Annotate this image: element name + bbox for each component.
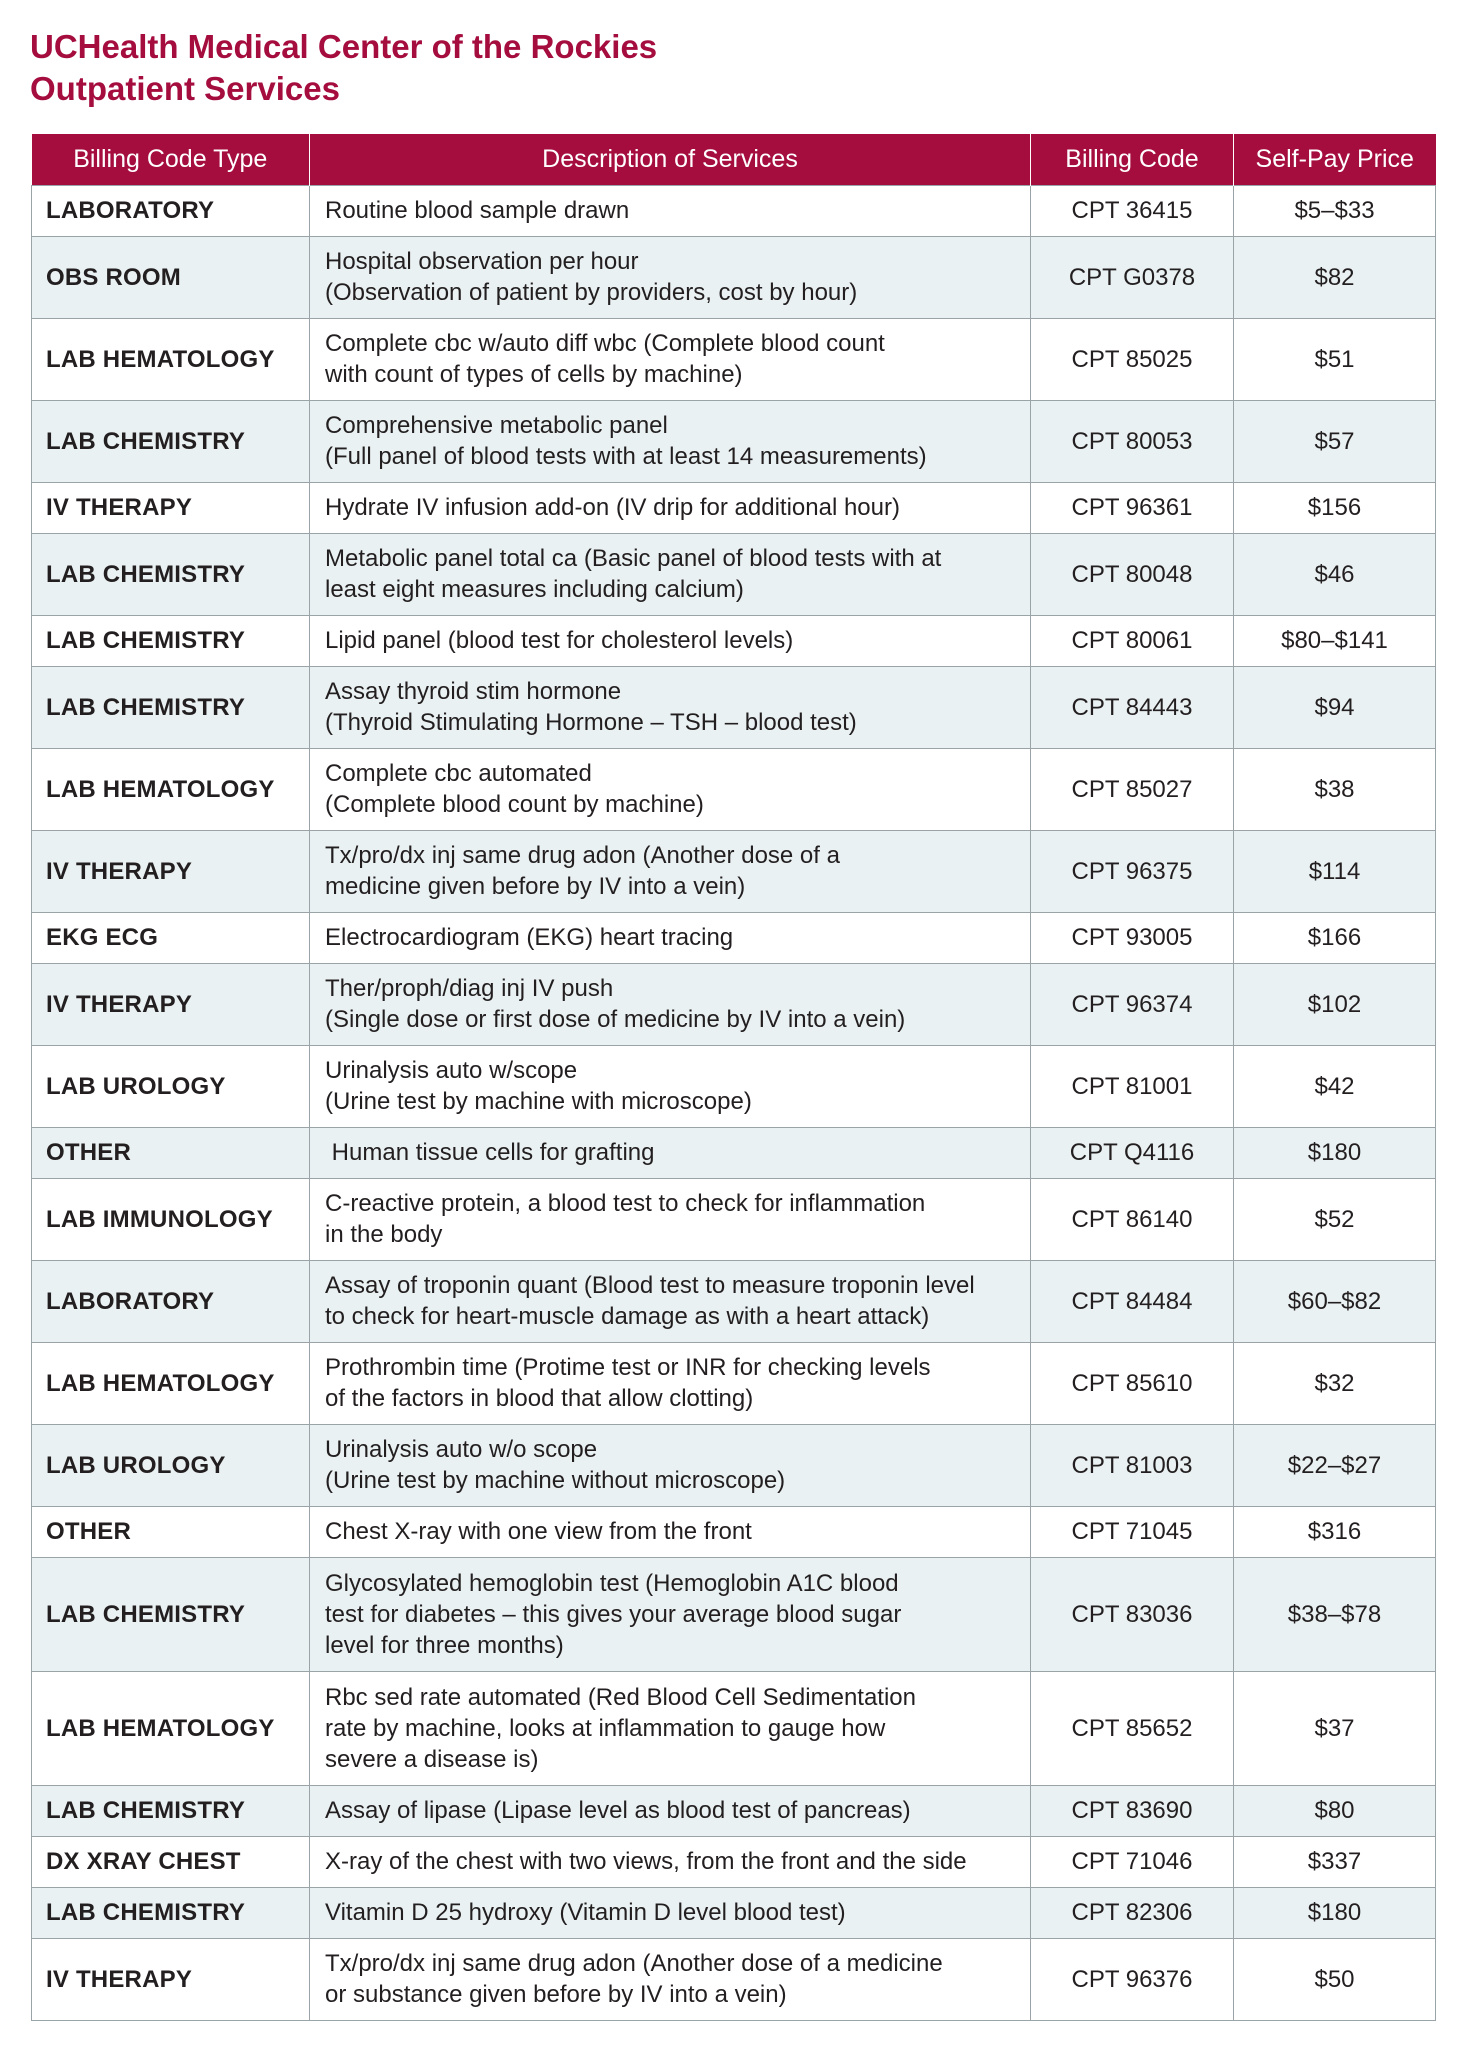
description-line: Hospital observation per hour xyxy=(325,248,639,275)
self-pay-price-cell: $5–$33 xyxy=(1234,185,1436,236)
description-line: Tx/pro/dx inj same drug adon (Another dose of a xyxy=(325,842,840,869)
description-cell xyxy=(310,1785,1031,1836)
column-header-billing-code-type: Billing Code Type xyxy=(32,134,310,185)
description-cell xyxy=(310,1260,1031,1342)
billing-code-cell: CPT 80048 xyxy=(1031,533,1234,615)
billing-code-type-cell: LAB CHEMISTRY xyxy=(32,615,310,666)
table-row xyxy=(32,400,1436,482)
billing-code-cell: CPT 96361 xyxy=(1031,482,1234,533)
description-cell xyxy=(310,1887,1031,1938)
column-header-billing-code: Billing Code xyxy=(1031,134,1234,185)
description-line: X-ray of the chest with two views, from the front and the side xyxy=(325,1848,967,1875)
billing-code-type-cell: IV THERAPY xyxy=(32,1938,310,2020)
description-line: (Thyroid Stimulating Hormone – TSH – blood test) xyxy=(325,709,857,736)
billing-code-type-cell: LAB UROLOGY xyxy=(32,1424,310,1506)
self-pay-price-cell: $94 xyxy=(1234,666,1436,748)
description-line: Tx/pro/dx inj same drug adon (Another dose of a medicine xyxy=(325,1950,943,1977)
self-pay-price-cell: $22–$27 xyxy=(1234,1424,1436,1506)
description-line: (Observation of patient by providers, cost by hour) xyxy=(325,279,858,306)
description-cell xyxy=(310,1342,1031,1424)
description-line: Urinalysis auto w/scope xyxy=(325,1057,578,1084)
description-line: least eight measures including calcium) xyxy=(325,576,744,603)
table-row xyxy=(32,1260,1436,1342)
description-line: in the body xyxy=(325,1221,443,1248)
description-cell xyxy=(310,1557,1031,1671)
description-cell xyxy=(310,615,1031,666)
billing-code-cell: CPT 96374 xyxy=(1031,963,1234,1045)
billing-code-cell: CPT 80061 xyxy=(1031,615,1234,666)
column-header-self-pay-price: Self-Pay Price xyxy=(1234,134,1436,185)
table-row xyxy=(32,318,1436,400)
billing-code-cell: CPT 85027 xyxy=(1031,748,1234,830)
description-cell xyxy=(310,963,1031,1045)
price-table-header xyxy=(32,134,1436,185)
billing-code-type-cell: LAB HEMATOLOGY xyxy=(32,318,310,400)
description-line: Metabolic panel total ca (Basic panel of blood tests with at xyxy=(325,545,942,572)
billing-code-cell: CPT G0378 xyxy=(1031,236,1234,318)
billing-code-cell: CPT 86140 xyxy=(1031,1178,1234,1260)
billing-code-cell: CPT 93005 xyxy=(1031,912,1234,963)
self-pay-price-cell: $316 xyxy=(1234,1506,1436,1557)
table-row xyxy=(32,748,1436,830)
billing-code-cell: CPT Q4116 xyxy=(1031,1127,1234,1178)
description-line: Routine blood sample drawn xyxy=(325,197,630,224)
table-row xyxy=(32,1424,1436,1506)
billing-code-type-cell: LAB CHEMISTRY xyxy=(32,666,310,748)
self-pay-price-cell: $52 xyxy=(1234,1178,1436,1260)
description-cell xyxy=(310,482,1031,533)
table-row xyxy=(32,482,1436,533)
description-line: Urinalysis auto w/o scope xyxy=(325,1436,598,1463)
description-line: Comprehensive metabolic panel xyxy=(325,412,668,439)
description-line: C-reactive protein, a blood test to check for inflammation xyxy=(325,1190,926,1217)
description-line: (Urine test by machine with microscope) xyxy=(325,1088,752,1115)
billing-code-type-cell: LAB UROLOGY xyxy=(32,1045,310,1127)
billing-code-cell: CPT 71045 xyxy=(1031,1506,1234,1557)
billing-code-type-cell: LAB HEMATOLOGY xyxy=(32,1671,310,1785)
description-line: (Urine test by machine without microscope) xyxy=(325,1467,786,1494)
billing-code-cell: CPT 81001 xyxy=(1031,1045,1234,1127)
table-row xyxy=(32,1836,1436,1887)
table-row xyxy=(32,1506,1436,1557)
table-row xyxy=(32,830,1436,912)
self-pay-price-cell: $37 xyxy=(1234,1671,1436,1785)
self-pay-price-cell: $38–$78 xyxy=(1234,1557,1436,1671)
description-line: Complete cbc w/auto diff wbc (Complete blood count xyxy=(325,330,885,357)
table-row xyxy=(32,1127,1436,1178)
description-cell xyxy=(310,912,1031,963)
billing-code-cell: CPT 81003 xyxy=(1031,1424,1234,1506)
billing-code-cell: CPT 80053 xyxy=(1031,400,1234,482)
self-pay-price-cell: $82 xyxy=(1234,236,1436,318)
self-pay-price-cell: $337 xyxy=(1234,1836,1436,1887)
billing-code-cell: CPT 84484 xyxy=(1031,1260,1234,1342)
description-line: (Single dose or first dose of medicine by IV into a vein) xyxy=(325,1006,906,1033)
description-cell xyxy=(310,1424,1031,1506)
description-line: severe a disease is) xyxy=(325,1745,539,1773)
description-line: Human tissue cells for grafting xyxy=(325,1139,655,1166)
self-pay-price-cell: $80–$141 xyxy=(1234,615,1436,666)
billing-code-type-cell: LAB CHEMISTRY xyxy=(32,533,310,615)
description-cell xyxy=(310,1506,1031,1557)
self-pay-price-cell: $46 xyxy=(1234,533,1436,615)
price-table-body xyxy=(32,185,1436,2020)
description-cell xyxy=(310,666,1031,748)
billing-code-type-cell: LAB CHEMISTRY xyxy=(32,1557,310,1671)
table-row xyxy=(32,666,1436,748)
billing-code-type-cell: DX XRAY CHEST xyxy=(32,1836,310,1887)
description-line: Prothrombin time (Protime test or INR for checking levels xyxy=(325,1354,931,1381)
header-row xyxy=(32,134,1436,185)
billing-code-type-cell: LAB CHEMISTRY xyxy=(32,400,310,482)
description-line: Chest X-ray with one view from the front xyxy=(325,1518,752,1545)
billing-code-cell: CPT 71046 xyxy=(1031,1836,1234,1887)
description-line: Ther/proph/diag inj IV push xyxy=(325,975,614,1002)
self-pay-price-cell: $156 xyxy=(1234,482,1436,533)
table-row xyxy=(32,236,1436,318)
table-row xyxy=(32,533,1436,615)
billing-code-cell: CPT 82306 xyxy=(1031,1887,1234,1938)
billing-code-type-cell: IV THERAPY xyxy=(32,830,310,912)
description-line: with count of types of cells by machine) xyxy=(325,361,743,388)
table-row xyxy=(32,615,1436,666)
billing-code-cell: CPT 84443 xyxy=(1031,666,1234,748)
description-cell xyxy=(310,1836,1031,1887)
billing-code-type-cell: LABORATORY xyxy=(32,185,310,236)
column-header-description: Description of Services xyxy=(310,134,1031,185)
billing-code-type-cell: EKG ECG xyxy=(32,912,310,963)
table-row xyxy=(32,1178,1436,1260)
table-row xyxy=(32,1938,1436,2020)
description-cell xyxy=(310,1178,1031,1260)
description-line: (Full panel of blood tests with at least 14 measurements) xyxy=(325,443,927,470)
self-pay-price-cell: $42 xyxy=(1234,1045,1436,1127)
table-row xyxy=(32,1557,1436,1671)
description-line: Electrocardiogram (EKG) heart tracing xyxy=(325,924,734,951)
table-row xyxy=(32,963,1436,1045)
description-line: Assay thyroid stim hormone xyxy=(325,678,622,705)
self-pay-price-cell: $50 xyxy=(1234,1938,1436,2020)
price-table xyxy=(31,134,1436,2021)
description-line: Rbc sed rate automated (Red Blood Cell Sedimentation xyxy=(325,1683,916,1711)
description-cell xyxy=(310,185,1031,236)
billing-code-cell: CPT 83690 xyxy=(1031,1785,1234,1836)
description-cell xyxy=(310,1938,1031,2020)
billing-code-cell: CPT 96376 xyxy=(1031,1938,1234,2020)
billing-code-cell: CPT 85610 xyxy=(1031,1342,1234,1424)
description-cell xyxy=(310,748,1031,830)
billing-code-cell: CPT 85025 xyxy=(1031,318,1234,400)
description-line: Vitamin D 25 hydroxy (Vitamin D level blood test) xyxy=(325,1899,846,1926)
self-pay-price-cell: $180 xyxy=(1234,1127,1436,1178)
description-line: Assay of troponin quant (Blood test to measure troponin level xyxy=(325,1272,975,1299)
table-row xyxy=(32,1671,1436,1785)
self-pay-price-cell: $38 xyxy=(1234,748,1436,830)
billing-code-type-cell: LABORATORY xyxy=(32,1260,310,1342)
table-row xyxy=(32,1887,1436,1938)
description-line: test for diabetes – this gives your average blood sugar xyxy=(325,1600,902,1628)
description-line: of the factors in blood that allow clotting) xyxy=(325,1385,754,1412)
table-row xyxy=(32,912,1436,963)
description-line: rate by machine, looks at inflammation to gauge how xyxy=(325,1714,886,1742)
table-row xyxy=(32,1785,1436,1836)
self-pay-price-cell: $32 xyxy=(1234,1342,1436,1424)
description-cell xyxy=(310,236,1031,318)
description-line: Glycosylated hemoglobin test (Hemoglobin A1C blood xyxy=(325,1569,899,1597)
self-pay-price-cell: $57 xyxy=(1234,400,1436,482)
page-title-line1: UCHealth Medical Center of the Rockies xyxy=(30,28,658,65)
table-row xyxy=(32,185,1436,236)
description-cell xyxy=(310,400,1031,482)
billing-code-type-cell: OBS ROOM xyxy=(32,236,310,318)
billing-code-type-cell: LAB CHEMISTRY xyxy=(32,1785,310,1836)
description-line: or substance given before by IV into a vein) xyxy=(325,1981,787,2008)
billing-code-type-cell: IV THERAPY xyxy=(32,482,310,533)
billing-code-type-cell: OTHER xyxy=(32,1506,310,1557)
billing-code-cell: CPT 83036 xyxy=(1031,1557,1234,1671)
billing-code-type-cell: OTHER xyxy=(32,1127,310,1178)
description-cell xyxy=(310,1671,1031,1785)
self-pay-price-cell: $180 xyxy=(1234,1887,1436,1938)
description-line: Lipid panel (blood test for cholesterol levels) xyxy=(325,627,794,654)
self-pay-price-cell: $166 xyxy=(1234,912,1436,963)
description-line: to check for heart-muscle damage as with a heart attack) xyxy=(325,1303,930,1330)
description-line: Complete cbc automated xyxy=(325,760,592,787)
description-line: (Complete blood count by machine) xyxy=(325,791,704,818)
billing-code-cell: CPT 96375 xyxy=(1031,830,1234,912)
self-pay-price-cell: $60–$82 xyxy=(1234,1260,1436,1342)
billing-code-cell: CPT 36415 xyxy=(1031,185,1234,236)
description-cell xyxy=(310,533,1031,615)
description-cell xyxy=(310,318,1031,400)
description-cell xyxy=(310,830,1031,912)
self-pay-price-cell: $114 xyxy=(1234,830,1436,912)
billing-code-type-cell: LAB HEMATOLOGY xyxy=(32,1342,310,1424)
billing-code-cell: CPT 85652 xyxy=(1031,1671,1234,1785)
table-row xyxy=(32,1342,1436,1424)
description-cell xyxy=(310,1127,1031,1178)
self-pay-price-cell: $80 xyxy=(1234,1785,1436,1836)
table-row xyxy=(32,1045,1436,1127)
self-pay-price-cell: $102 xyxy=(1234,963,1436,1045)
description-line: medicine given before by IV into a vein) xyxy=(325,873,746,900)
description-cell xyxy=(310,1045,1031,1127)
billing-code-type-cell: LAB HEMATOLOGY xyxy=(32,748,310,830)
billing-code-type-cell: IV THERAPY xyxy=(32,963,310,1045)
self-pay-price-cell: $51 xyxy=(1234,318,1436,400)
description-line: level for three months) xyxy=(325,1631,564,1659)
billing-code-type-cell: LAB IMMUNOLOGY xyxy=(32,1178,310,1260)
page-title-line2: Outpatient Services xyxy=(30,70,340,107)
description-line: Assay of lipase (Lipase level as blood test of pancreas) xyxy=(325,1797,911,1824)
billing-code-type-cell: LAB CHEMISTRY xyxy=(32,1887,310,1938)
description-line: Hydrate IV infusion add-on (IV drip for additional hour) xyxy=(325,494,900,521)
page-title xyxy=(30,26,657,110)
